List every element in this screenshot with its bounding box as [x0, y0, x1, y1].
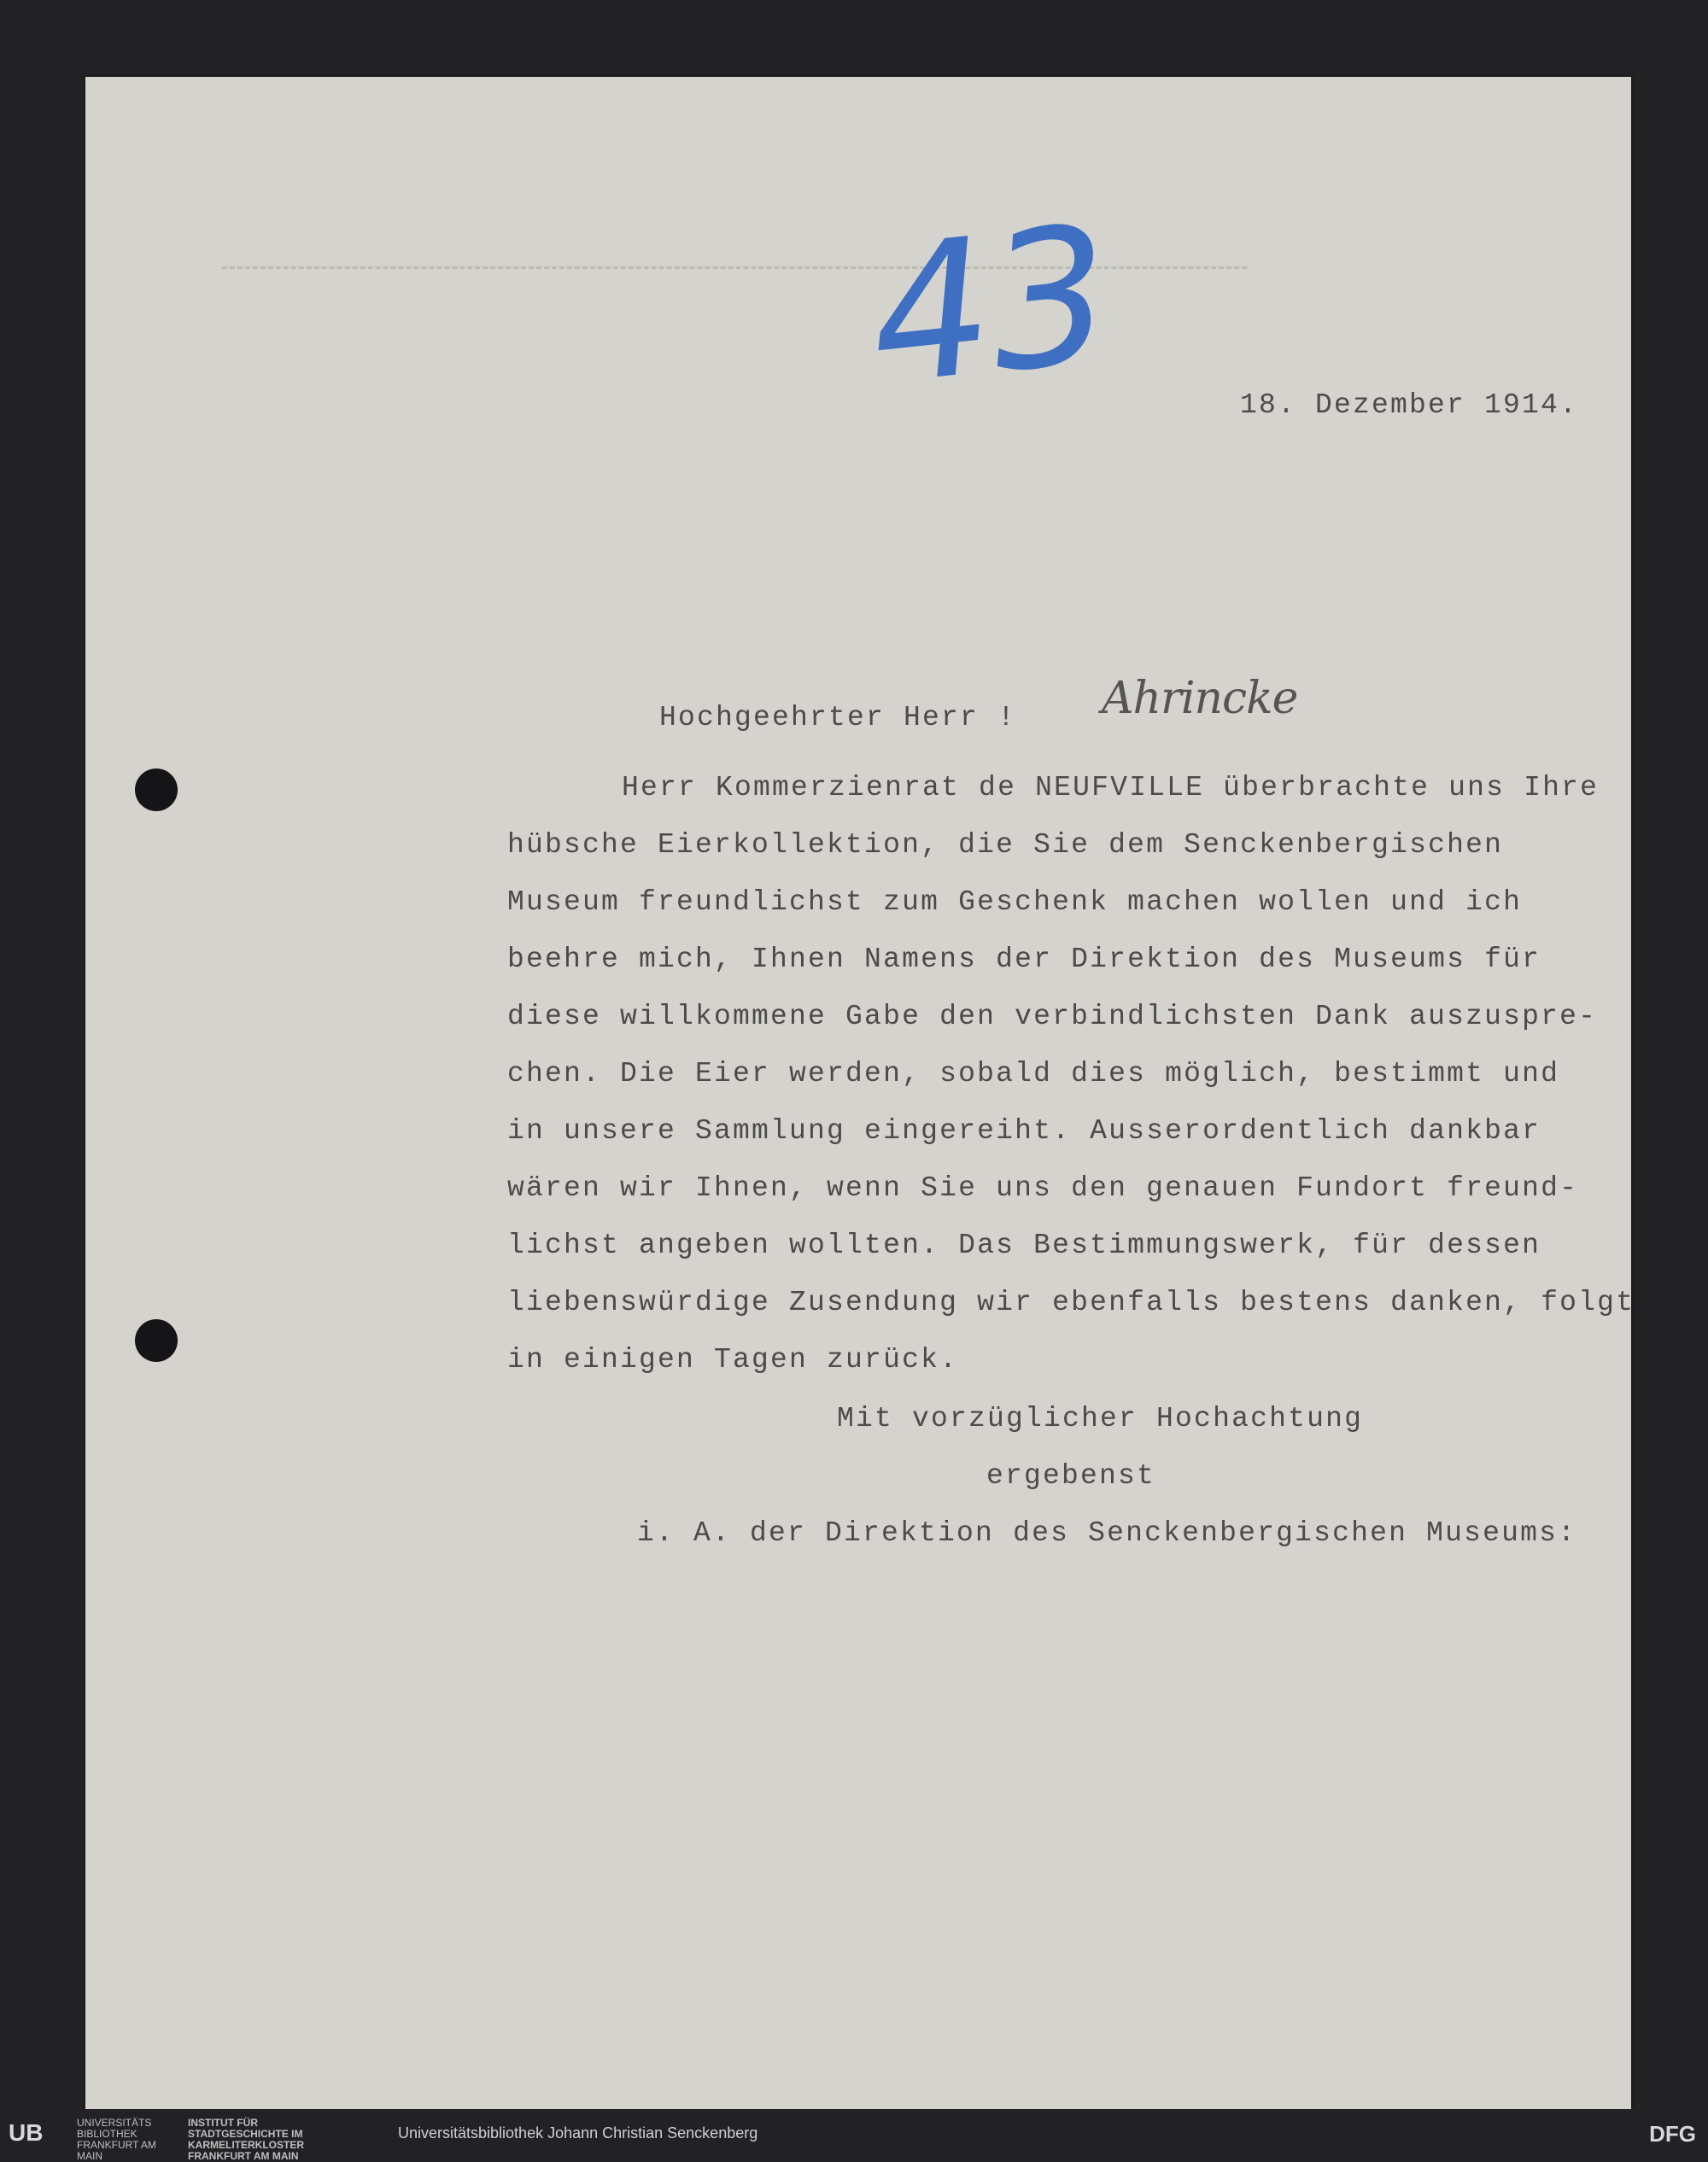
footer-library-name: Universitätsbibliothek Johann Christian Senckenberg [398, 2124, 758, 2142]
punch-hole-top [135, 768, 178, 811]
closing-ergebenst: ergebenst [986, 1460, 1156, 1492]
ub-logo-text: UNIVERSITÄTS BIBLIOTHEK FRANKFURT AM MAIN [77, 2117, 156, 2162]
closing-regards: Mit vorzüglicher Hochachtung [837, 1403, 1364, 1435]
letter-date: 18. Dezember 1914. [1240, 389, 1579, 421]
body-line: hübsche Eierkollektion, die Sie dem Senckenbergischen [507, 829, 1504, 861]
body-line: in unsere Sammlung eingereiht. Ausserordentlich dankbar [507, 1115, 1541, 1147]
ub-logo: UB [9, 2119, 44, 2146]
body-line: beehre mich, Ihnen Namens der Direktion des Museums für [507, 944, 1541, 975]
archive-footer [0, 2109, 1708, 2160]
body-line: lichst angeben wollten. Das Bestimmungswerk, für dessen [507, 1230, 1541, 1261]
handwritten-recipient-name: Ahrincke [1102, 673, 1298, 724]
dfg-logo: DFG [1649, 2121, 1696, 2147]
closing-signature-line: i. A. der Direktion des Senckenbergischen Museums: [637, 1517, 1577, 1549]
body-line: Herr Kommerzienrat de NEUFVILLE überbrachte uns Ihre [622, 772, 1600, 803]
body-line: liebenswürdige Zusendung wir ebenfalls bestens danken, folgt [507, 1287, 1635, 1318]
body-line: wären wir Ihnen, wenn Sie uns den genauen Fundort freund- [507, 1172, 1579, 1204]
salutation: Hochgeehrter Herr ! [659, 702, 1017, 733]
punch-hole-bottom [135, 1319, 178, 1362]
body-line: chen. Die Eier werden, sobald dies möglich, bestimmt und [507, 1058, 1560, 1090]
body-line: in einigen Tagen zurück. [507, 1344, 959, 1376]
isg-logo-text: INSTITUT FÜR STADTGESCHICHTE IM KARMELITERKLOSTER FRANKFURT AM MAIN [188, 2117, 304, 2162]
body-line: diese willkommene Gabe den verbindlichsten Dank auszuspre- [507, 1001, 1598, 1032]
handwritten-number: 43 [860, 184, 1121, 427]
body-line: Museum freundlichst zum Geschenk machen wollen und ich [507, 886, 1523, 918]
letter-sheet [85, 77, 1635, 2109]
